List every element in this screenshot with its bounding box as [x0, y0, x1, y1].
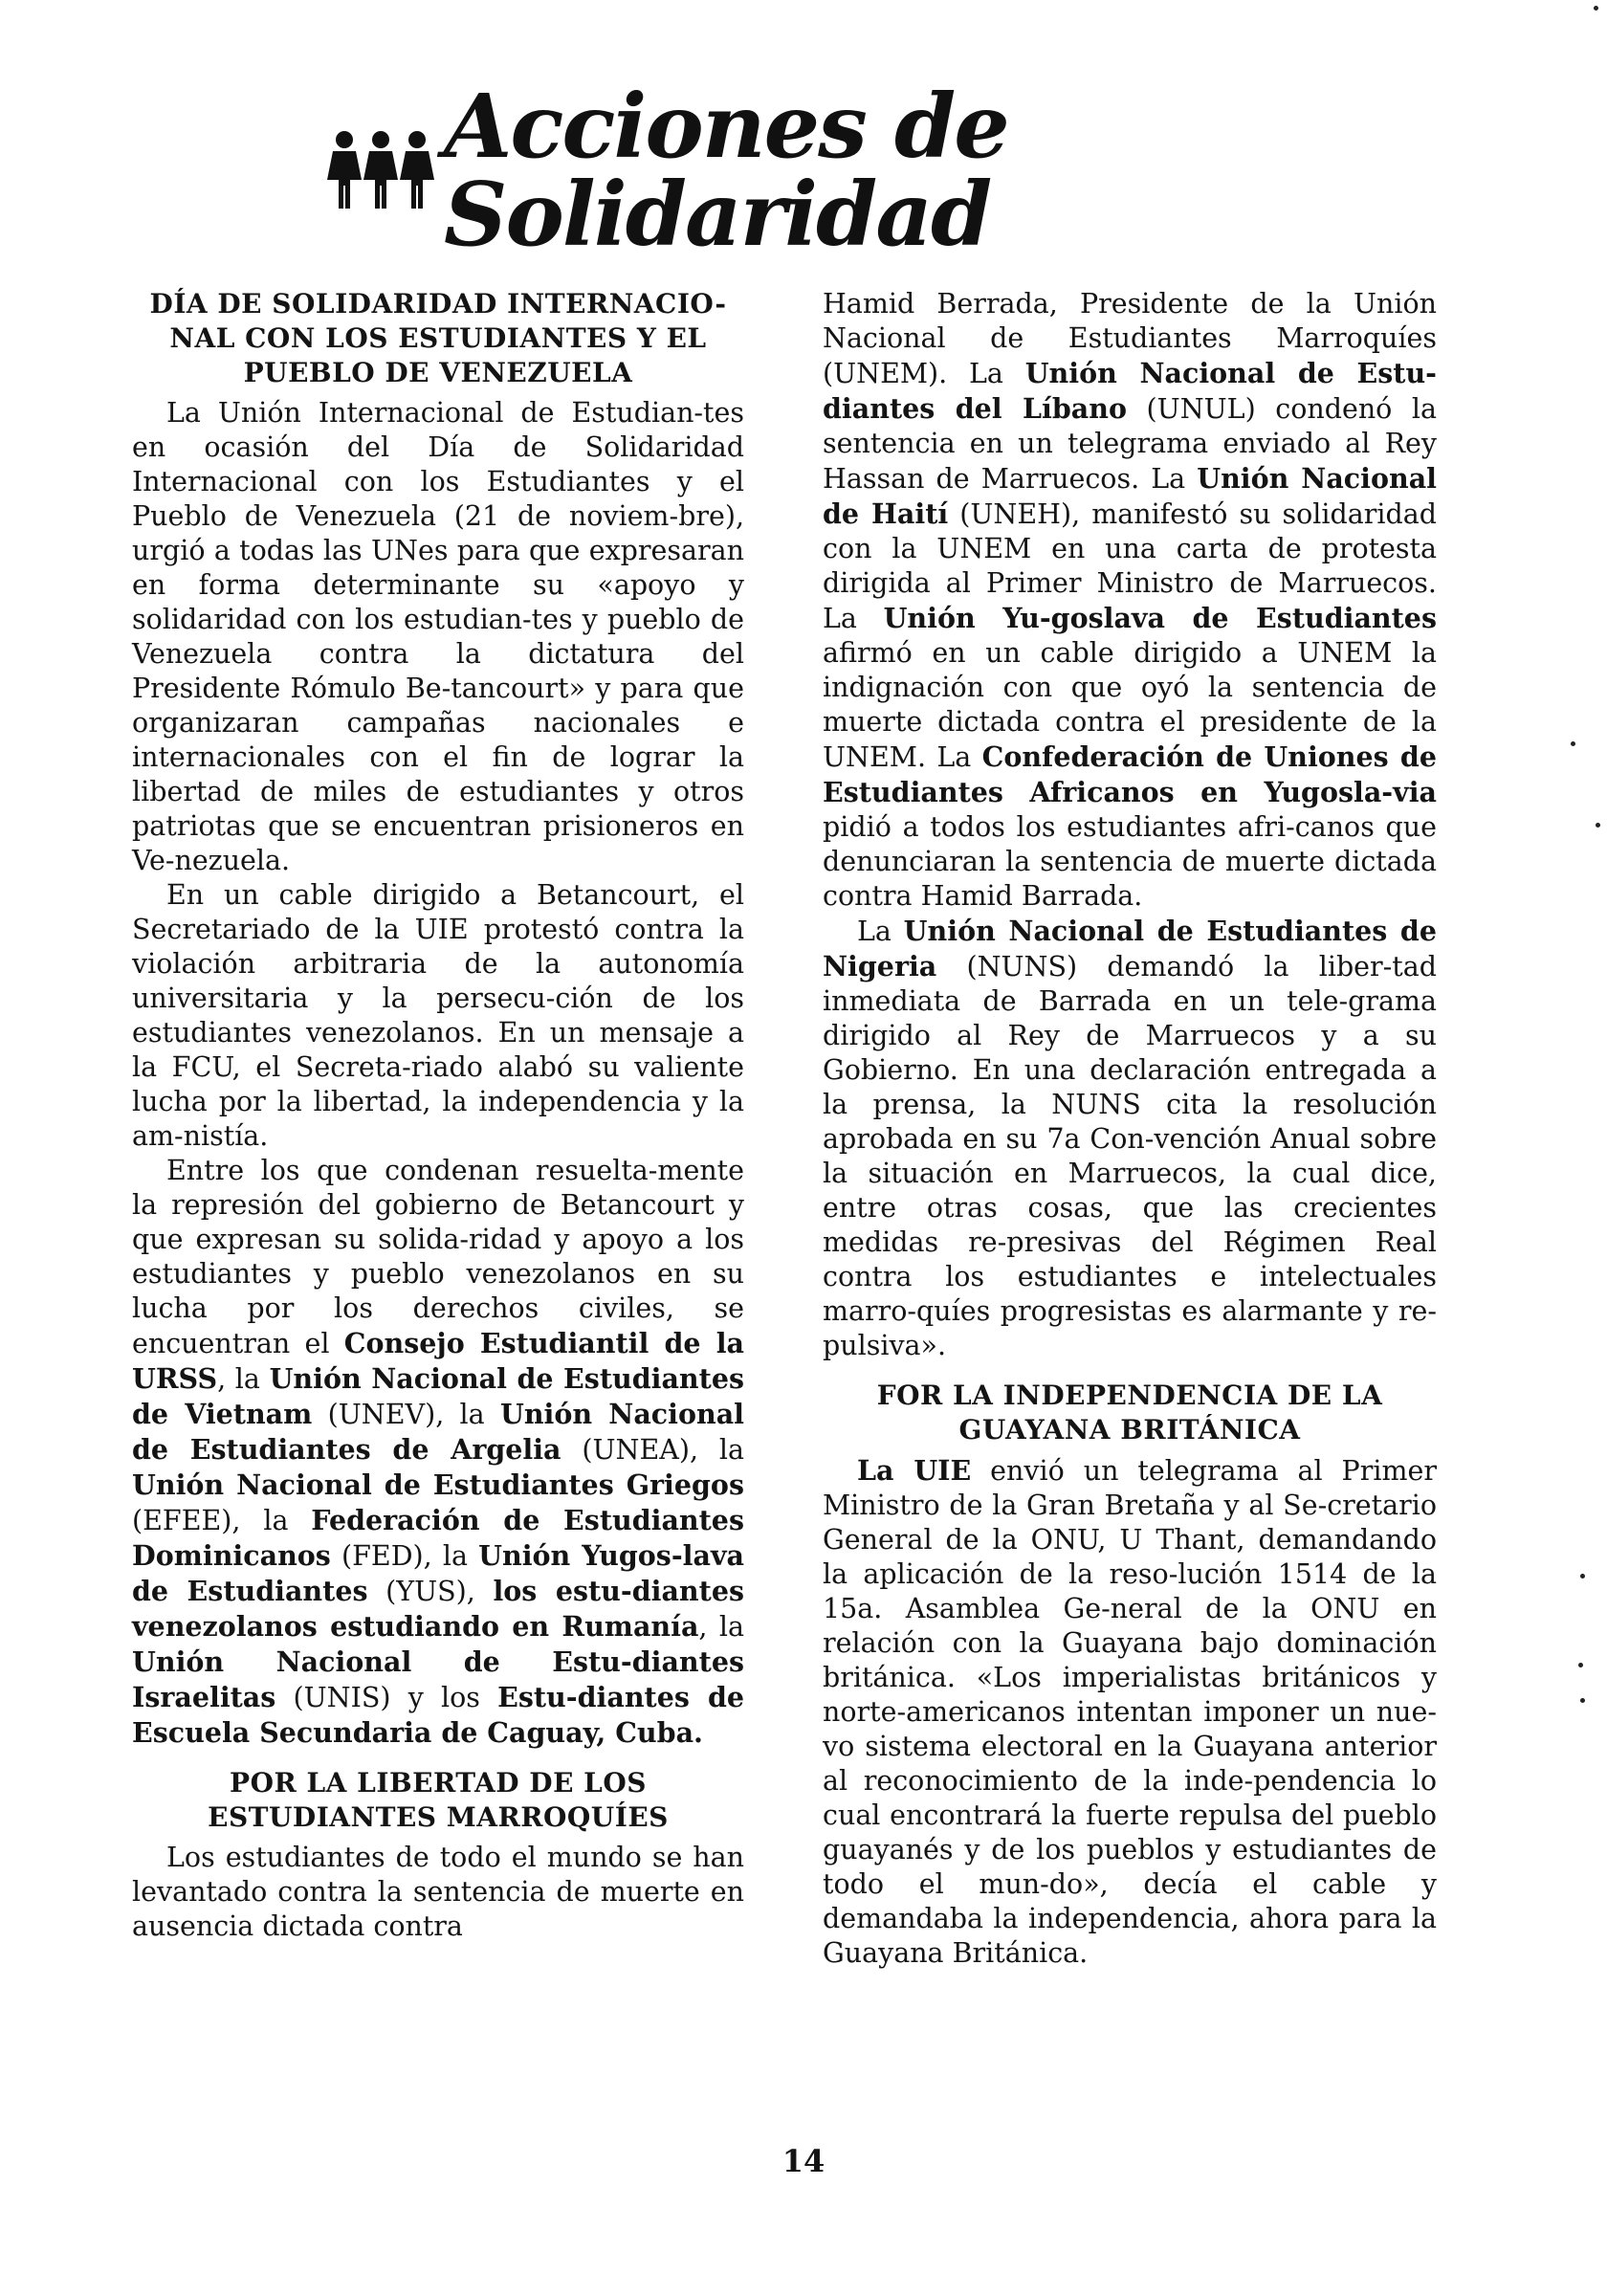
- paragraph: Los estudiantes de todo el mundo se han levantado contra la sentencia de muerte en ausencia dictada contra: [132, 1842, 744, 1942]
- section-title: Acciones de Solidaridad: [444, 75, 1008, 266]
- scan-speck: [1580, 1698, 1585, 1703]
- heading-marroquies: POR LA LIBERTAD DE LOS ESTUDIANTES MARROQUÍES: [208, 1767, 669, 1833]
- paragraph-guayana: La UIE envió un telegrama al Primer Ministro de la Gran Bretaña y al Se-cretario General de la ONU, U Thant, demandando la aplicación de la reso-lución 1514 de la 15a. Asamblea Ge-neral de la ONU en relación con la Guayana bajo dominación británica. «Los imperialistas británicos y norte-americanos intentan imponer un nue-vo sistema electoral en la Guayana anterior al reconocimiento de la inde-pendencia lo cual encontrará la fuerte repulsa del pueblo guayanés y de los pueblos y estudiantes de todo el mun-do», decía el cable y demandaba la independencia, ahora para la Guayana Británica.: [823, 1454, 1437, 1969]
- paragraph-continued: Hamid Berrada, Presidente de la Unión Nacional de Estudiantes Marroquíes (UNEM). La Unión Nacional de Estu-diantes del Líbano (UNUL) condenó la sentencia en un telegrama enviado al Rey Hassan de Marruecos. La Unión Nacional de Haití (UNEH), manifestó su solidaridad con la UNEM en una carta de protesta dirigida al Primer Ministro de Marruecos. La Unión Yu-goslava de Estudiantes afirmó en un cable dirigido a UNEM la indignación con que oyó la sentencia de muerte dictada contra el presidente de la UNEM. La Confederación de Uniones de Estudiantes Africanos en Yugosla-via pidió a todos los estudiantes afri-canos que denunciaran la sentencia de muerte dictada contra Hamid Barrada.: [823, 288, 1438, 912]
- scan-speck: [1571, 741, 1575, 746]
- paragraph-nigeria: La Unión Nacional de Estudiantes de Nigeria (NUNS) demandó la liber-tad inmediata de Barrada en un tele-grama dirigido al Rey de Marruecos y a su Gobierno. En una declaración entregada a la prensa, la NUNS cita la resolución aprobada en su 7a Con-vención Anual sobre la situación en Marruecos, la cual dice, entre otras cosas, que las crecientes medidas re-presivas del Régimen Real contra los estudiantes e intelectuales marro-quíes progresistas es alarmante y re-pulsiva».: [823, 915, 1437, 1361]
- heading-venezuela: DÍA DE SOLIDARIDAD INTERNACIO-NAL CON LOS ESTUDIANTES Y EL PUEBLO DE VENEZUELA: [149, 288, 727, 388]
- paragraph: En un cable dirigido a Betancourt, el Secretariado de la UIE protestó contra la violación arbitraria de la autonomía universitaria y la persecu-ción de los estudiantes venezolanos. En un mensaje a la FCU, el Secreta-riado alabó su valiente lucha por la libertad, la independencia y la am-nistía.: [132, 879, 744, 1152]
- scan-speck: [1596, 823, 1600, 828]
- right-column: [823, 287, 1437, 1971]
- paragraph: La Unión Internacional de Estudian-tes en ocasión del Día de Solidaridad Internacional con los Estudiantes y el Pueblo de Venezuela (21 de noviem-bre), urgió a todas las UNes para que expresaran en forma determinante su «apoyo y solidaridad con los estudian-tes y pueblo de Venezuela contra la dictatura del Presidente Rómulo Be-tancourt» y para que organizaran campañas nacionales e internacionales con el fin de lograr la libertad de miles de estudiantes y otros patriotas que se encuentran prisioneros en Ve-nezuela.: [132, 397, 744, 876]
- scan-speck: [1578, 1663, 1583, 1667]
- person-figure-icon: [325, 130, 363, 210]
- people-figures: [325, 130, 434, 210]
- person-figure-icon: [362, 130, 400, 210]
- scan-speck: [1594, 6, 1598, 11]
- left-column: [132, 287, 744, 1944]
- scan-speck: [1580, 1574, 1585, 1578]
- paragraph-organizations: Entre los que condenan resuelta-mente la represión del gobierno de Betancourt y que expresan su solida-ridad y apoyo a los estudiantes y pueblo venezolanos en su lucha por los derechos civiles, se encuentran el Consejo Estudiantil de la URSS, la Unión Nacional de Estudiantes de Vietnam (UNEV), la Unión Nacional de Estudiantes de Argelia (UNEA), la Unión Nacional de Estudiantes Griegos (EFEE), la Federación de Estudiantes Dominicanos (FED), la Unión Yugos-lava de Estudiantes (YUS), los estu-diantes venezolanos estudiando en Rumanía, la Unión Nacional de Estu-diantes Israelitas (UNIS) y los Estu-diantes de Escuela Secundaria de Caguay, Cuba.: [132, 1155, 745, 1749]
- page-number: 14: [781, 2143, 826, 2179]
- section-header: [325, 75, 1263, 266]
- person-figure-icon: [398, 130, 436, 210]
- heading-guayana: FOR LA INDEPENDENCIA DE LA GUAYANA BRITÁNICA: [876, 1380, 1383, 1446]
